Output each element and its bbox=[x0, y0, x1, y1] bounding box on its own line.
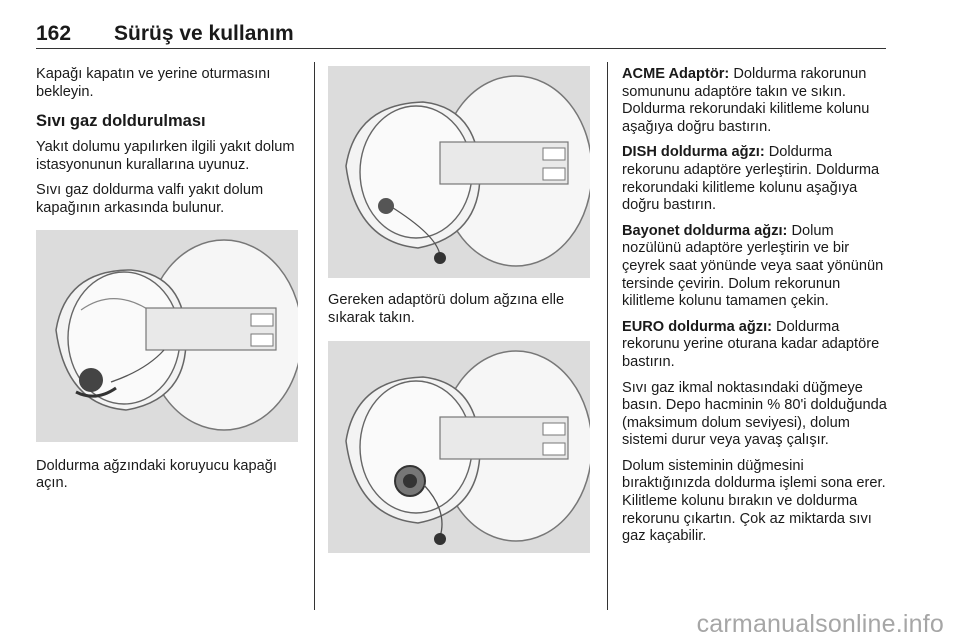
intro-paragraph: Kapağı kapatın ve yerine oturmasını bekleyin. bbox=[36, 66, 271, 100]
adapter-text-euro: Doldurma rekorunu yerine oturana kadar adaptöre bastırın. bbox=[622, 318, 880, 370]
figure-caption-1: Doldurma ağzındaki koruyucu kapağı açın. bbox=[36, 457, 277, 492]
column-1 bbox=[36, 66, 304, 501]
paragraph-filling-button: Sıvı gaz ikmal noktasındaki düğmeye basın. Depo hacminin % 80'i dolduğunda (maksimum dolum seviyesi), dolum sistemi durur veya yavaş çalışır. bbox=[622, 379, 887, 449]
adapter-text-dish: Doldurma rekorunu adaptöre yerleştirin. Doldurma rekorundaki kilitleme kolunu aşağıya doğru bastırın. bbox=[622, 144, 880, 214]
figure-adapter-installed bbox=[328, 341, 590, 553]
figure-adapter-hand bbox=[328, 66, 590, 278]
column-3 bbox=[622, 66, 890, 554]
page-header bbox=[36, 16, 886, 49]
paragraph-valve-location: Sıvı gaz doldurma valfı yakıt dolum kapağının arkasında bulunur. bbox=[36, 182, 264, 216]
adapter-label-bayonet: Bayonet doldurma ağzı: bbox=[622, 222, 788, 239]
paragraph-filling-end: Dolum sisteminin düğmesini bıraktığınızda doldurma işlemi sona erer. Kilitleme kolunu bırakın ve doldurma rekorunu çıkartın. Çok az miktarda sıvı gaz kaçabilir. bbox=[622, 457, 886, 545]
adapter-text-bayonet: Dolum nozülünü adaptöre yerleştirin ve bir çeyrek saat yönünde veya saat yönünün tersinde çevirin. Dolum rekorunun kilitleme kolunu tamamen çekin. bbox=[622, 222, 884, 310]
adapter-item-euro bbox=[622, 319, 890, 372]
adapter-item-acme bbox=[622, 66, 890, 136]
figure-caption-2: Gereken adaptörü dolum ağzına elle sıkarak takın. bbox=[328, 292, 565, 326]
adapter-text-acme: Doldurma rakorunun somununu adaptöre takın ve sıkın. Doldurma rekorundaki kilitleme kolunu aşağıya doğru bastırın. bbox=[622, 66, 870, 135]
page-number: 162 bbox=[36, 22, 72, 45]
adapter-label-dish: DISH doldurma ağzı: bbox=[622, 144, 765, 161]
section-title: Sürüş ve kullanım bbox=[114, 22, 294, 45]
paragraph-rules: Yakıt dolumu yapılırken ilgili yakıt dolum istasyonunun kurallarına uyunuz. bbox=[36, 139, 295, 173]
column-2 bbox=[328, 66, 594, 553]
adapter-item-dish bbox=[622, 144, 890, 214]
adapter-label-acme: ACME Adaptör: bbox=[622, 66, 730, 82]
adapter-item-bayonet bbox=[622, 223, 890, 311]
column-divider-2 bbox=[607, 62, 608, 610]
watermark: carmanualsonline.info bbox=[696, 610, 944, 638]
section-heading: Sıvı gaz doldurulması bbox=[36, 112, 206, 131]
column-divider-1 bbox=[314, 62, 315, 610]
adapter-label-euro: EURO doldurma ağzı: bbox=[622, 318, 772, 335]
figure-protective-cap bbox=[36, 230, 298, 442]
